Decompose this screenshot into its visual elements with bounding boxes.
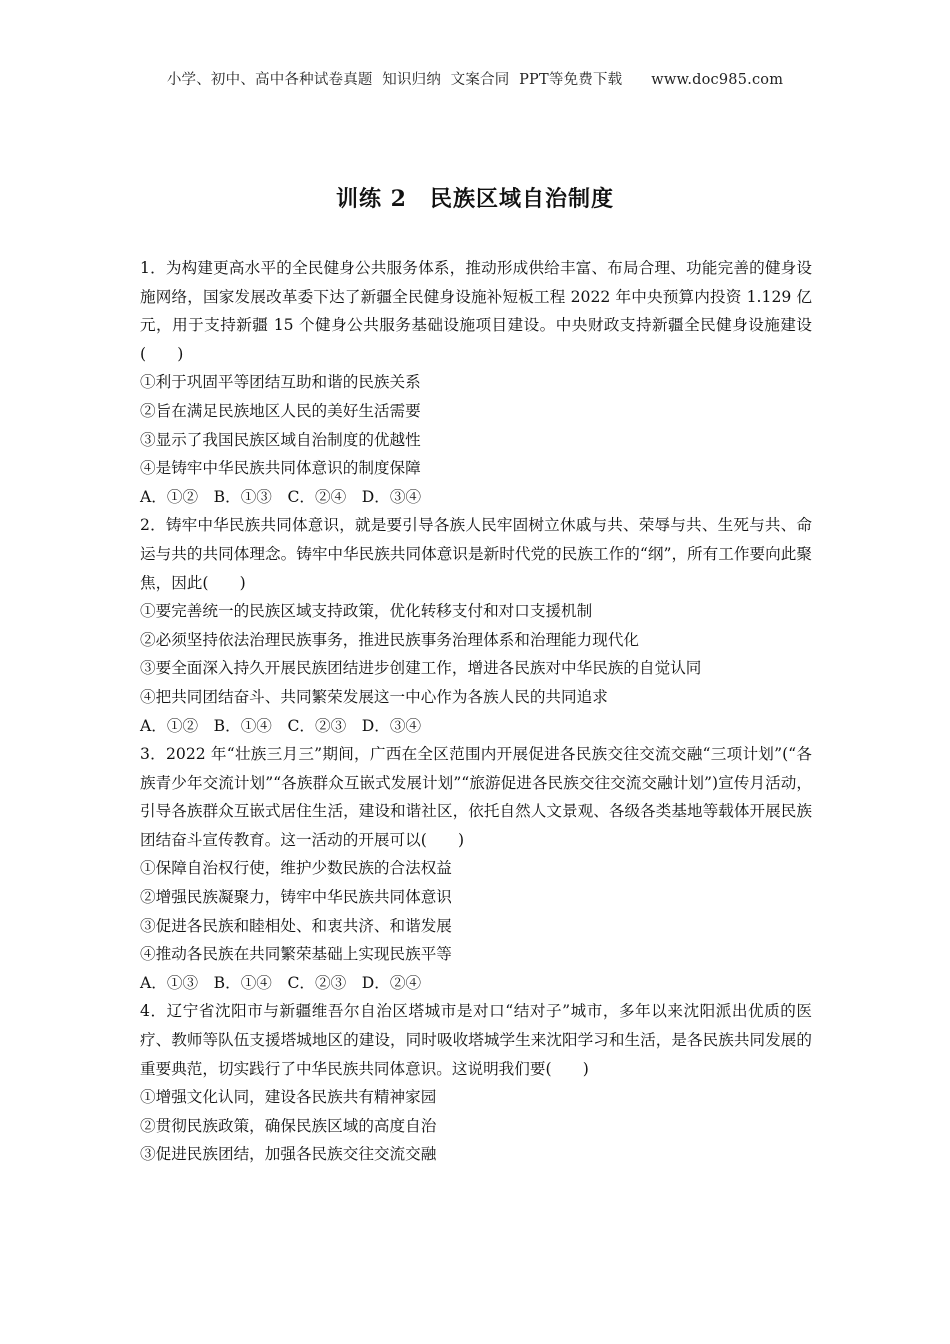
- question-option: ②贯彻民族政策，确保民族区域的高度自治: [140, 1116, 437, 1135]
- question-list: [140, 254, 812, 1169]
- question-2: [140, 511, 812, 740]
- question-stem: 2．铸牢中华民族共同体意识，就是要引导各族人民牢固树立休戚与共、荣辱与共、生死与共、命运与共的共同体理念。铸牢中华民族共同体意识是新时代党的民族工作的“纲”，所有工作要向此聚焦，因此( ): [140, 516, 812, 592]
- question-option: ④推动各民族在共同繁荣基础上实现民族平等: [140, 945, 452, 964]
- answer-choices: A．①② B．①③ C．②④ D．③④: [140, 487, 422, 506]
- question-option: ②必须坚持依法治理民族事务，推进民族事务治理体系和治理能力现代化: [140, 630, 640, 649]
- answer-choices: A．①② B．①④ C．②③ D．③④: [140, 716, 422, 735]
- question-option: ①要完善统一的民族区域支持政策，优化转移支付和对口支援机制: [140, 602, 593, 621]
- question-stem: 4．辽宁省沈阳市与新疆维吾尔自治区塔城市是对口“结对子”城市，多年以来沈阳派出优质的医疗、教师等队伍支援塔城地区的建设，同时吸收塔城学生来沈阳学习和生活，是各民族共同发展的重要典范，切实践行了中华民族共同体意识。这说明我们要( ): [140, 1002, 812, 1078]
- page-title: 训练 2 民族区域自治制度: [336, 186, 614, 212]
- question-stem: 1．为构建更高水平的全民健身公共服务体系，推动形成供给丰富、布局合理、功能完善的健身设施网络，国家发展改革委下达了新疆全民健身设施补短板工程 2022 年中央预算内投资 1.129 亿元，用于支持新疆 15 个健身公共服务基础设施项目建设。中央财政支持新疆全民健身设施建设( ): [140, 259, 812, 363]
- question-1: [140, 254, 812, 511]
- question-stem: 3．2022 年“壮族三月三”期间，广西在全区范围内开展促进各民族交往交流交融“三项计划”(“各族青少年交流计划”“各族群众互嵌式发展计划”“旅游促进各民族交往交流交融计划”)宣传月活动，引导各族群众互嵌式居住生活，建设和谐社区，依托自然人文景观、各级各类基地等载体开展民族团结奋斗宣传教育。这一活动的开展可以( ): [140, 745, 812, 849]
- question-option: ①保障自治权行使，维护少数民族的合法权益: [140, 859, 452, 878]
- question-option: ①增强文化认同，建设各民族共有精神家园: [140, 1088, 437, 1107]
- question-option: ③要全面深入持久开展民族团结进步创建工作，增进各民族对中华民族的自觉认同: [140, 659, 702, 678]
- page-header: 小学、初中、高中各种试卷真题 知识归纳 文案合同 PPT等免费下载 www.doc985.com: [166, 72, 784, 88]
- question-option: ④把共同团结奋斗、共同繁荣发展这一中心作为各族人民的共同追求: [140, 687, 608, 706]
- question-option: ④是铸牢中华民族共同体意识的制度保障: [140, 459, 421, 478]
- question-4: [140, 997, 812, 1169]
- question-option: ③促进民族团结，加强各民族交往交流交融: [140, 1145, 437, 1164]
- question-option: ②增强民族凝聚力，铸牢中华民族共同体意识: [140, 888, 452, 907]
- question-option: ③促进各民族和睦相处、和衷共济、和谐发展: [140, 916, 452, 935]
- question-3: [140, 740, 812, 997]
- question-option: ①利于巩固平等团结互助和谐的民族关系: [140, 373, 421, 392]
- question-option: ③显示了我国民族区域自治制度的优越性: [140, 430, 421, 449]
- question-option: ②旨在满足民族地区人民的美好生活需要: [140, 401, 421, 420]
- answer-choices: A．①③ B．①④ C．②③ D．②④: [140, 973, 422, 992]
